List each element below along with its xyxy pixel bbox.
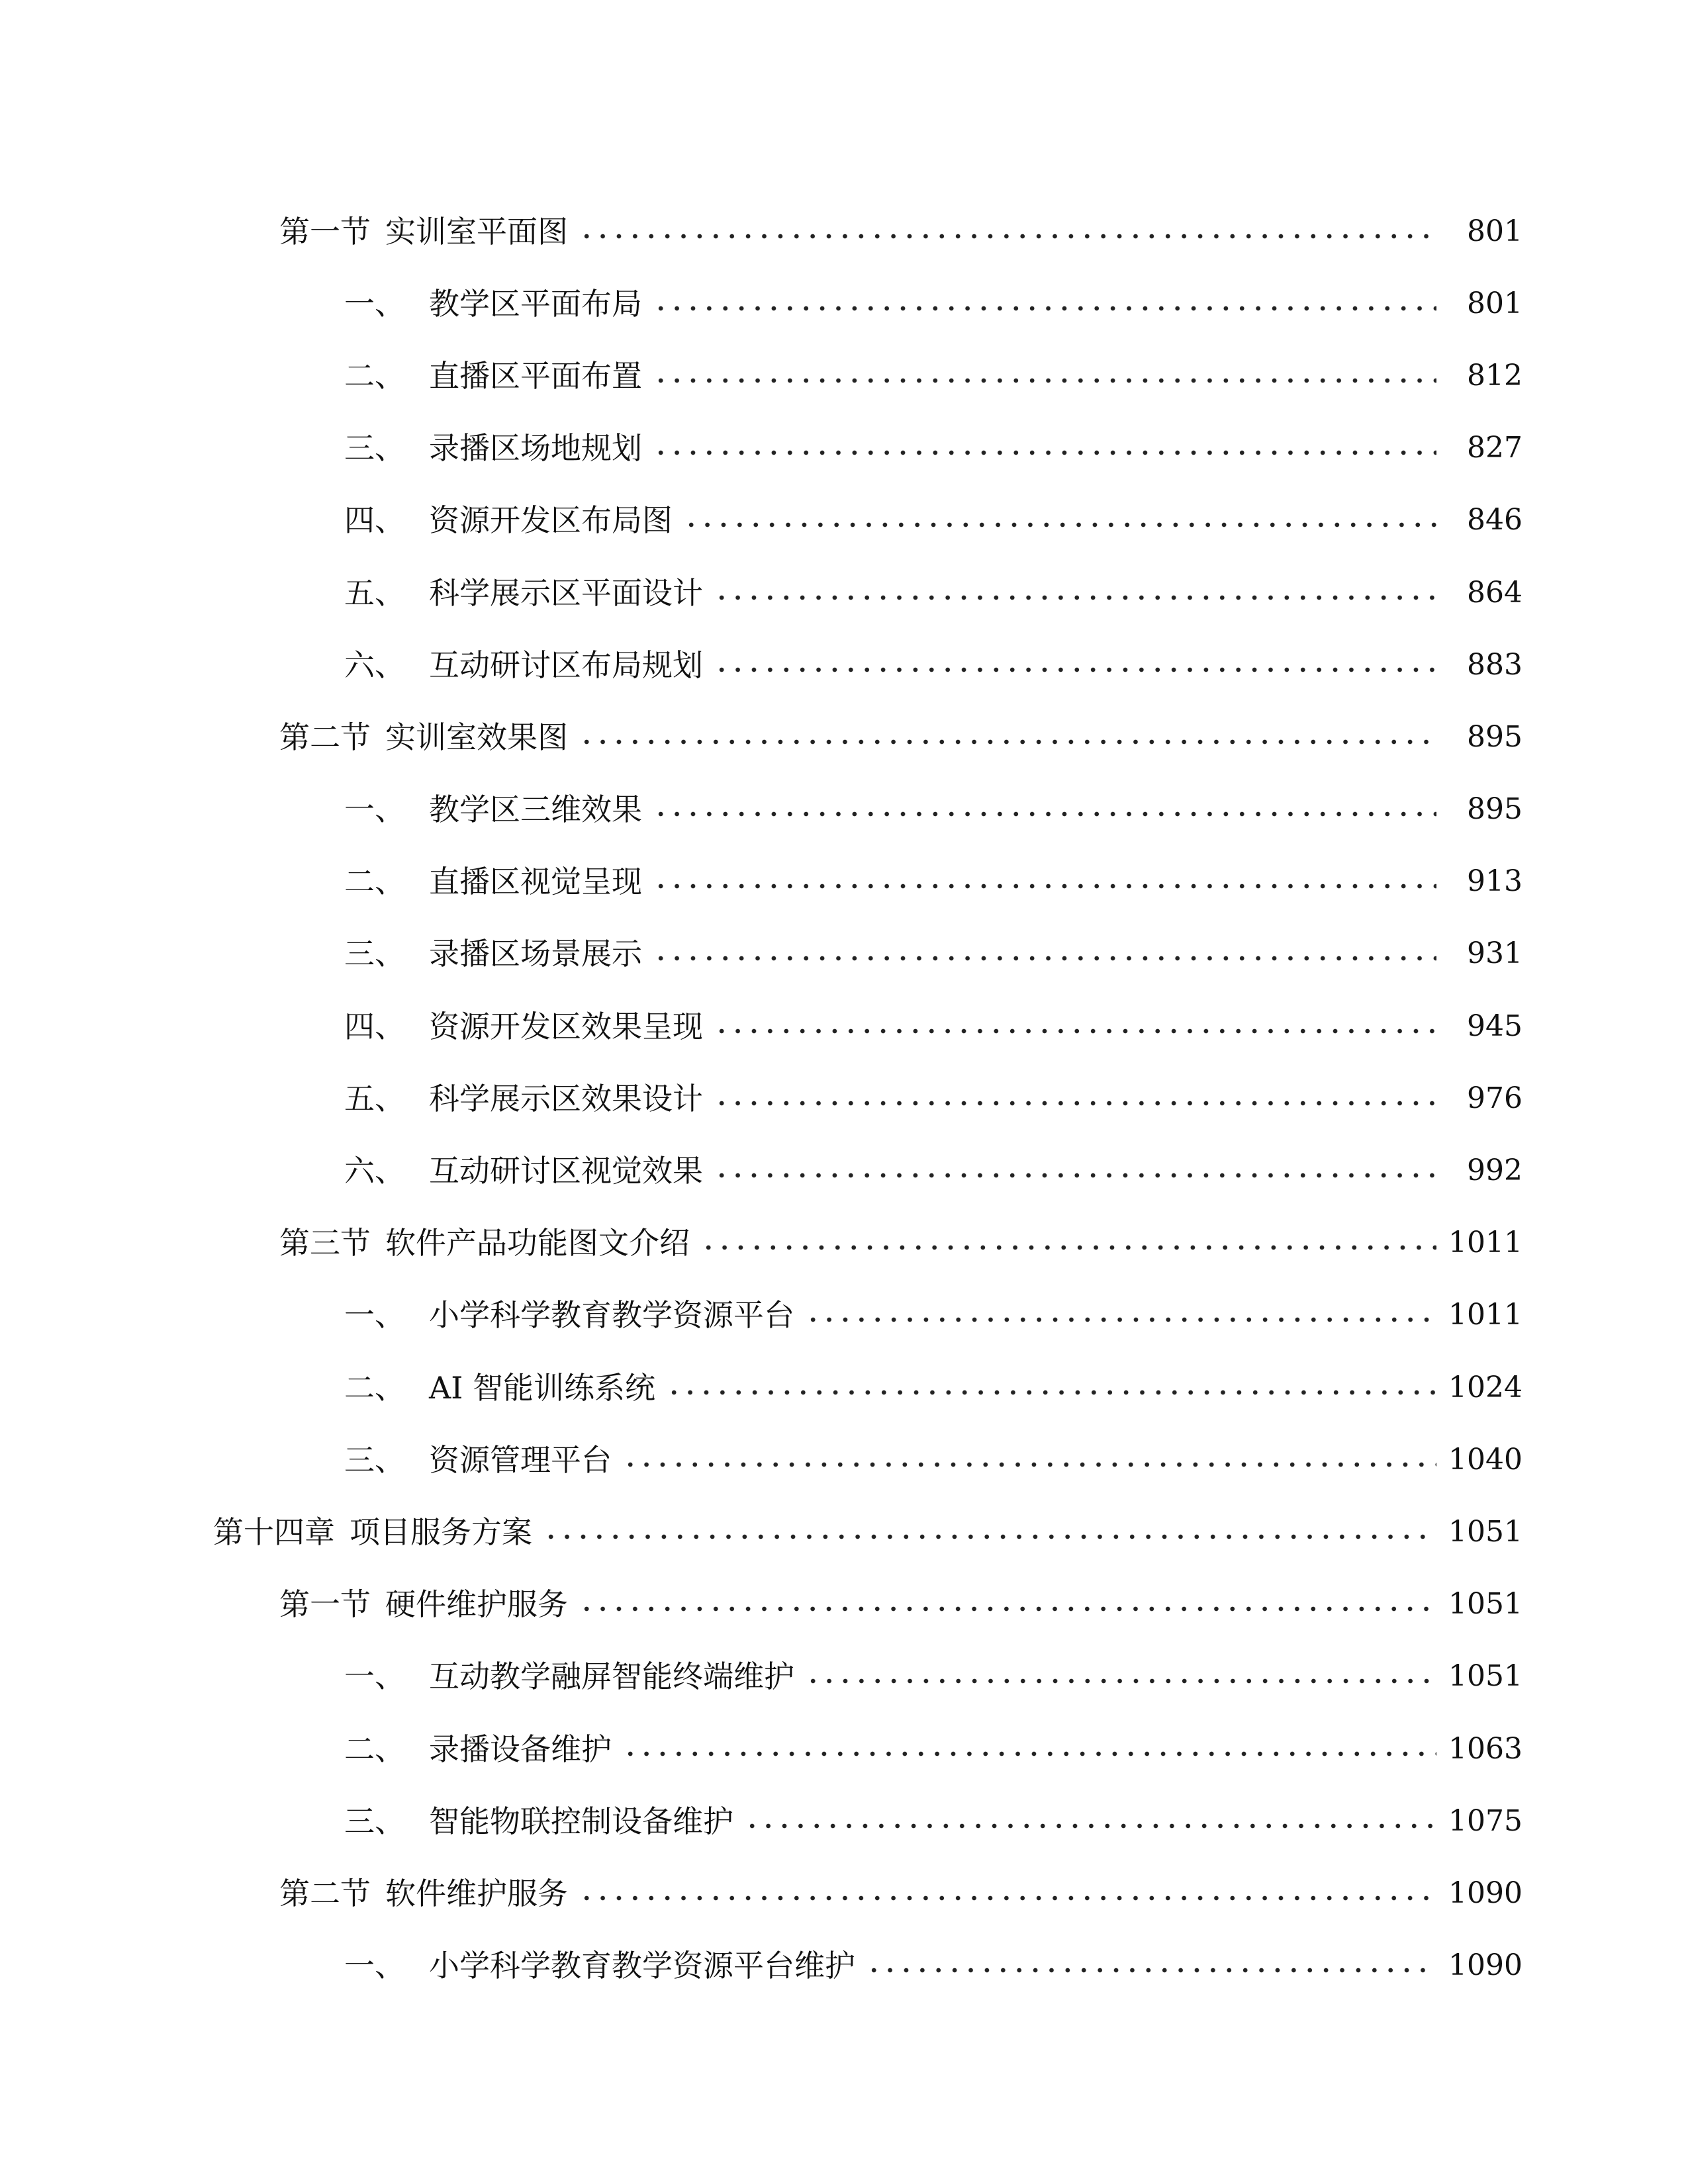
toc-entry-text — [279, 1586, 568, 1623]
toc-entry-title: 直播区视觉呈现 — [429, 864, 642, 900]
dot-leader — [714, 1101, 1436, 1106]
toc-page-number: 1090 — [1448, 1948, 1523, 1983]
toc-page-number: 812 — [1467, 358, 1523, 392]
toc-entry-item[interactable] — [0, 1134, 1688, 1206]
toc-entry-title: 科学展示区效果设计 — [429, 1080, 703, 1116]
toc-entry-title: 实训室平面图 — [385, 213, 568, 250]
toc-entry-title: 资源管理平台 — [429, 1441, 612, 1478]
toc-page-number: 801 — [1467, 286, 1523, 320]
toc-entry-title: 小学科学教育教学资源平台 — [429, 1297, 794, 1334]
toc-entry-title: 小学科学教育教学资源平台维护 — [429, 1948, 855, 1984]
toc-entry-title: AI 智能训练系统 — [429, 1369, 656, 1406]
dot-leader — [579, 739, 1436, 745]
toc-entry-number: 二、 — [344, 864, 405, 900]
toc-page-number: 883 — [1467, 647, 1523, 682]
toc-entry-title: 资源开发区布局图 — [429, 502, 673, 539]
toc-entry-title: 互动研讨区视觉效果 — [429, 1153, 703, 1189]
toc-entry-number: 第三节 — [279, 1225, 371, 1261]
toc-page-number: 1051 — [1448, 1659, 1523, 1694]
toc-entry-item[interactable] — [0, 990, 1688, 1062]
toc-entry-item[interactable] — [0, 484, 1688, 557]
toc-entry-text — [344, 1008, 703, 1044]
dot-leader — [805, 1678, 1436, 1684]
toc-entry-title: 互动教学融屏智能终端维护 — [429, 1659, 794, 1695]
dot-leader — [714, 1173, 1436, 1178]
toc-entry-title: 项目服务方案 — [350, 1514, 532, 1550]
dot-leader — [714, 667, 1436, 672]
toc-entry-text — [344, 285, 642, 322]
toc-entry-number: 二、 — [344, 357, 405, 394]
dot-leader — [666, 1390, 1436, 1395]
toc-page-number: 1011 — [1448, 1226, 1523, 1260]
toc-entry-text — [344, 502, 673, 539]
toc-page-number: 992 — [1467, 1154, 1523, 1188]
toc-entry-title: 录播设备维护 — [429, 1731, 612, 1767]
toc-entry-item[interactable] — [0, 629, 1688, 701]
toc-entry-text — [279, 1875, 568, 1911]
toc-entry-number: 五、 — [344, 1080, 405, 1116]
dot-leader — [622, 1462, 1436, 1467]
toc-entry-text — [279, 213, 568, 250]
toc-entry-text — [344, 1659, 794, 1695]
toc-entry-number: 一、 — [344, 1948, 405, 1984]
toc-entry-item[interactable] — [0, 1930, 1688, 2002]
toc-entry-title: 软件维护服务 — [385, 1875, 568, 1911]
toc-entry-title: 教学区三维效果 — [429, 792, 642, 828]
toc-entry-number: 第二节 — [279, 1875, 371, 1911]
toc-entry-section[interactable] — [0, 1857, 1688, 1929]
toc-entry-number: 五、 — [344, 574, 405, 611]
dot-leader — [653, 884, 1436, 889]
toc-entry-number: 三、 — [344, 1441, 405, 1478]
toc-entry-number: 三、 — [344, 1803, 405, 1839]
toc-entry-number: 第十四章 — [213, 1514, 335, 1550]
toc-entry-title: 硬件维护服务 — [385, 1586, 568, 1623]
dot-leader — [622, 1751, 1436, 1756]
toc-entry-text — [279, 1225, 690, 1261]
toc-page-number: 895 — [1467, 719, 1523, 754]
dot-leader — [683, 522, 1436, 527]
toc-entry-number: 六、 — [344, 647, 405, 683]
toc-page-number: 895 — [1467, 792, 1523, 827]
toc-page-number: 1051 — [1448, 1514, 1523, 1549]
toc-entry-number: 第二节 — [279, 719, 371, 755]
dot-leader — [653, 811, 1436, 817]
toc-entry-item[interactable] — [0, 1713, 1688, 1785]
toc-entry-text — [344, 1153, 703, 1189]
toc-entry-number: 三、 — [344, 430, 405, 467]
toc-entry-section[interactable] — [0, 1569, 1688, 1641]
toc-page-number: 1063 — [1448, 1731, 1523, 1766]
dot-leader — [714, 595, 1436, 600]
toc-entry-number: 四、 — [344, 1008, 405, 1044]
toc-page-number: 1024 — [1448, 1370, 1523, 1404]
toc-entry-title: 资源开发区效果呈现 — [429, 1008, 703, 1044]
dot-leader — [700, 1245, 1436, 1250]
toc-entry-title: 软件产品功能图文介绍 — [385, 1225, 690, 1261]
toc-page-number: 1051 — [1448, 1587, 1523, 1621]
toc-entry-item[interactable] — [0, 1062, 1688, 1134]
dot-leader — [714, 1028, 1436, 1034]
toc-page-number: 913 — [1467, 864, 1523, 899]
toc-entry-title: 智能物联控制设备维护 — [429, 1803, 733, 1839]
toc-entry-title: 科学展示区平面设计 — [429, 574, 703, 611]
toc-entry-text — [344, 1803, 733, 1839]
toc-page-number: 1090 — [1448, 1876, 1523, 1910]
toc-page-number: 976 — [1467, 1081, 1523, 1115]
toc-entry-text — [344, 1948, 855, 1984]
dot-leader — [866, 1968, 1436, 1973]
toc-entry-section[interactable] — [0, 1207, 1688, 1279]
toc-entry-number: 一、 — [344, 285, 405, 322]
dot-leader — [653, 450, 1436, 455]
dot-leader — [744, 1823, 1436, 1829]
toc-page-number: 945 — [1467, 1009, 1523, 1043]
table-of-contents — [0, 195, 1688, 2002]
toc-page-number: 846 — [1467, 503, 1523, 537]
toc-entry-title: 实训室效果图 — [385, 719, 568, 755]
toc-page-number: 1075 — [1448, 1803, 1523, 1838]
toc-entry-number: 第一节 — [279, 213, 371, 250]
dot-leader — [543, 1534, 1436, 1539]
toc-page-number: 827 — [1467, 431, 1523, 465]
toc-entry-item[interactable] — [0, 774, 1688, 846]
toc-entry-item[interactable] — [0, 918, 1688, 990]
toc-entry-number: 一、 — [344, 1297, 405, 1334]
toc-entry-text — [344, 574, 703, 611]
toc-entry-number: 二、 — [344, 1369, 405, 1406]
toc-entry-section[interactable] — [0, 701, 1688, 773]
toc-entry-text — [344, 936, 642, 972]
toc-entry-title: 教学区平面布局 — [429, 285, 642, 322]
toc-entry-text — [344, 1297, 794, 1334]
dot-leader — [805, 1317, 1436, 1322]
toc-entry-section[interactable] — [0, 195, 1688, 267]
toc-entry-item[interactable] — [0, 1279, 1688, 1351]
toc-entry-title: 直播区平面布置 — [429, 357, 642, 394]
dot-leader — [653, 306, 1436, 311]
toc-page-number: 1040 — [1448, 1442, 1523, 1477]
toc-entry-text — [344, 1731, 612, 1767]
toc-entry-number: 一、 — [344, 1659, 405, 1695]
toc-page-number: 801 — [1467, 214, 1523, 248]
toc-entry-number: 一、 — [344, 792, 405, 828]
toc-entry-text — [344, 430, 642, 467]
toc-entry-item[interactable] — [0, 1785, 1688, 1857]
toc-entry-item[interactable] — [0, 340, 1688, 412]
toc-entry-text — [344, 647, 703, 683]
toc-entry-item[interactable] — [0, 267, 1688, 340]
dot-leader — [579, 234, 1436, 239]
toc-entry-item[interactable] — [0, 1424, 1688, 1496]
toc-entry-item[interactable] — [0, 1351, 1688, 1424]
dot-leader — [653, 378, 1436, 383]
toc-entry-text — [344, 1369, 656, 1406]
dot-leader — [653, 956, 1436, 961]
toc-entry-text — [213, 1514, 532, 1550]
toc-entry-number: 三、 — [344, 936, 405, 972]
toc-entry-title: 录播区场地规划 — [429, 430, 642, 467]
toc-entry-number: 二、 — [344, 1731, 405, 1767]
toc-entry-text — [344, 864, 642, 900]
toc-entry-title: 录播区场景展示 — [429, 936, 642, 972]
toc-entry-text — [344, 1080, 703, 1116]
toc-page-number: 1011 — [1448, 1298, 1523, 1332]
dot-leader — [579, 1606, 1436, 1612]
toc-page-number: 931 — [1467, 936, 1523, 971]
toc-entry-number: 六、 — [344, 1153, 405, 1189]
dot-leader — [579, 1895, 1436, 1901]
toc-entry-item[interactable] — [0, 846, 1688, 918]
toc-page-number: 864 — [1467, 575, 1523, 610]
toc-entry-chapter[interactable] — [0, 1496, 1688, 1568]
toc-entry-item[interactable] — [0, 412, 1688, 484]
toc-entry-text — [279, 719, 568, 755]
toc-entry-text — [344, 357, 642, 394]
toc-entry-number: 第一节 — [279, 1586, 371, 1623]
toc-entry-item[interactable] — [0, 1641, 1688, 1713]
toc-entry-number: 四、 — [344, 502, 405, 539]
toc-entry-text — [344, 792, 642, 828]
toc-entry-text — [344, 1441, 612, 1478]
toc-entry-item[interactable] — [0, 557, 1688, 629]
toc-entry-title: 互动研讨区布局规划 — [429, 647, 703, 683]
